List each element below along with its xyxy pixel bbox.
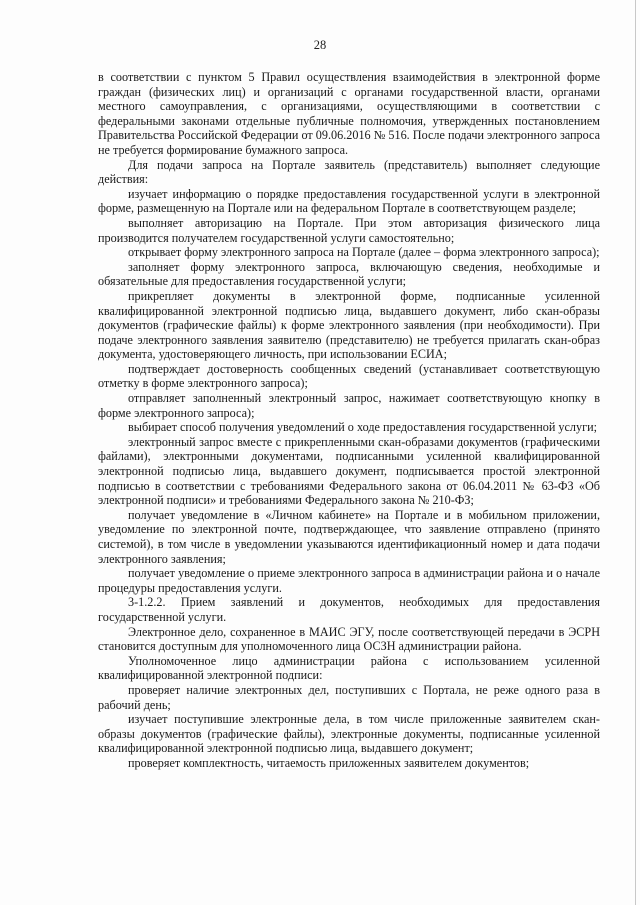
paragraph: в соответствии с пунктом 5 Правил осуществления взаимодействия в электронной форме граждан (физических лиц) и организаций с органами государственной власти, органами местного самоуправления, с организациями, осуществляющими в соответствии с федеральными законами отдельные публичные полномочия, утвержденных постановлением Правительства Российской Федерации от 09.06.2016 № 516. После подачи электронного запроса не требуется формирование бумажного запроса. bbox=[98, 70, 600, 157]
paragraph: выполняет авторизацию на Портале. При этом авторизация физического лица производится получателем государственной услуги самостоятельно; bbox=[98, 215, 600, 245]
paragraph: Для подачи запроса на Портале заявитель (представитель) выполняет следующие действия: bbox=[98, 157, 600, 187]
paragraph: выбирает способ получения уведомлений о ходе предоставления государственной услуги; bbox=[128, 420, 598, 435]
paragraph: открывает форму электронного запроса на Портале (далее – форма электронного запроса); bbox=[128, 245, 600, 260]
page-edge-line bbox=[635, 0, 636, 905]
paragraph: подтверждает достоверность сообщенных сведений (устанавливает соответствующую отметку в форме электронного запроса); bbox=[98, 361, 600, 391]
paragraph: получает уведомление о приеме электронного запроса в администрации района и о начале процедуры предоставления услуги. bbox=[98, 566, 600, 595]
paragraph: 3-1.2.2. Прием заявлений и документов, необходимых для предоставления государственной услуги. bbox=[98, 595, 600, 624]
paragraph: проверяет наличие электронных дел, поступивших с Портала, не реже одного раза в рабочий день; bbox=[98, 682, 600, 712]
document-body bbox=[98, 70, 600, 771]
paragraph: изучает информацию о порядке предоставления государственной услуги в электронной форме, размещенную на Портале или на федеральном Портале в соответствующем разделе; bbox=[98, 186, 600, 216]
paragraph: изучает поступившие электронные дела, в том числе приложенные заявителем скан-образы документов (графические файлы), электронные документы, подписанные усиленной квалифицированной электронной подписью лица, выдавшего документ; bbox=[98, 712, 600, 756]
paragraph: отправляет заполненный электронный запрос, нажимает соответствующую кнопку в форме электронного запроса); bbox=[98, 391, 600, 420]
paragraph: заполняет форму электронного запроса, включающую сведения, необходимые и обязательные для предоставления государственной услуги; bbox=[98, 259, 600, 289]
page-number: 28 bbox=[313, 38, 327, 52]
paragraph: получает уведомление в «Личном кабинете» на Портале и в мобильном приложении, уведомление по электронной почте, подтверждающее, что заявление отправлено (принято системой), в том числе в уведомлении указываются идентификационный номер и дата подачи электронного заявления; bbox=[98, 507, 600, 566]
paragraph: Электронное дело, сохраненное в МАИС ЭГУ, после соответствующей передачи в ЭСРН становится доступным для уполномоченного лица ОСЗН администрации района. bbox=[98, 624, 600, 654]
paragraph: прикрепляет документы в электронной форме, подписанные усиленной квалифицированной электронной подписью лица, выдавшего документ, либо скан-образы документов (графические файлы) к форме электронного заявления (при необходимости). При подаче электронного заявления заявителю (представителю) не требуется прилагать скан-образ документа, удостоверяющего личность, при использовании ЕСИА; bbox=[98, 288, 600, 362]
paragraph: электронный запрос вместе с прикрепленными скан-образами документов (графическими файлами), электронными документами, подписанными усиленной квалифицированной электронной подписью лица, выдавшего документ, подписывается простой электронной подписью в соответствии с требованиями Федерального закона от 06.04.2011 № 63-ФЗ «Об электронной подписи» и требованиями Федерального закона № 210-ФЗ; bbox=[98, 434, 600, 508]
paragraph: Уполномоченное лицо администрации района с использованием усиленной квалифицированной электронной подписи: bbox=[98, 653, 600, 683]
paragraph: проверяет комплектность, читаемость приложенных заявителем документов; bbox=[128, 755, 530, 770]
